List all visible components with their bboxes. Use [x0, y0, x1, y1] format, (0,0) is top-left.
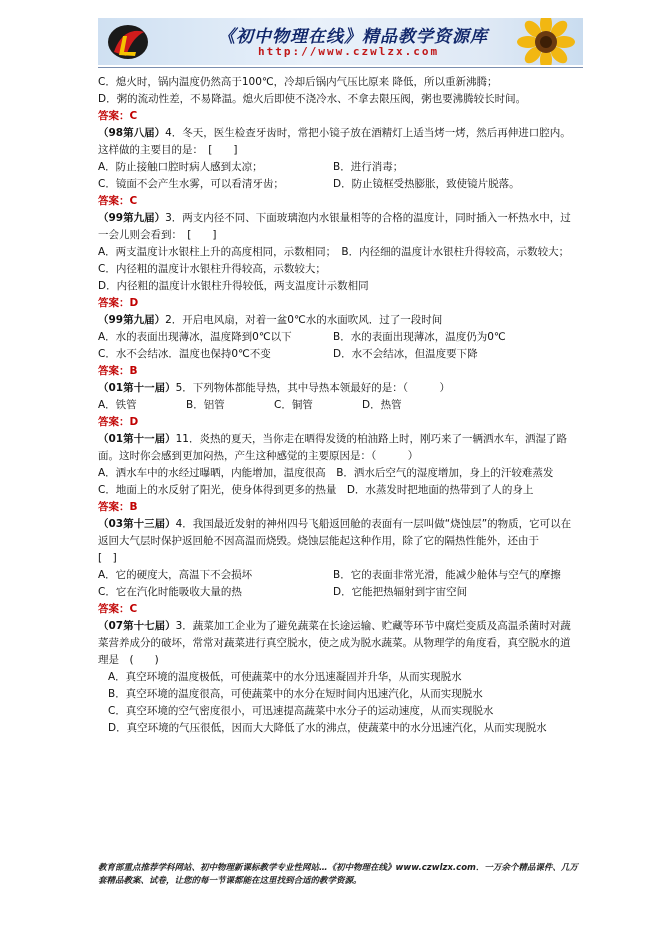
option-c: C．地面上的水反射了阳光，使身体得到更多的热量 [98, 484, 337, 496]
options-row [98, 584, 578, 601]
option-b: B．洒水后空气的湿度增加，身上的汗较难蒸发 [336, 467, 554, 479]
question-text: 4．我国最近发射的神州四号飞船返回舱的表面有一层叫做“烧蚀层”的物质，它可以在返回大气层时保护返回舱不因高温而烧毁。烧蚀层能起这种作用，除了它的隔热性能外，还由于 [ ] [98, 518, 572, 564]
question-source: （01第十一届） [98, 433, 176, 445]
option-b: B．它的表面非常光滑，能减少舱体与空气的摩擦 [333, 569, 561, 581]
question-source: （03第十三届） [98, 518, 176, 530]
question-text: 3．蔬菜加工企业为了避免蔬菜在长途运输、贮藏等环节中腐烂变质及高温杀菌时对蔬菜营养成分的破坏，常常对蔬菜进行真空脱水，使之成为脱水蔬菜。从物理学的角度看，真空脱水的道理是 ( ) [98, 620, 571, 666]
options-row [98, 567, 578, 584]
option-b: B．铝管 [186, 399, 225, 411]
question-source: （99第九届） [98, 212, 166, 224]
option-a: A．防止接触口腔时病人感到太凉； [98, 161, 263, 173]
answer-line: 答案：C [98, 603, 138, 615]
options-row [98, 397, 578, 414]
exam-content [98, 74, 578, 737]
option-c: C．真空环境的空气密度很小，可迅速提高蔬菜中水分子的运动速度，从而实现脱水 [108, 705, 494, 717]
option-a: A．它的硬度大，高温下不会损坏 [98, 569, 253, 581]
option-c: C．内径粗的温度计水银柱升得较高，示数较大； [98, 263, 326, 275]
question-text: 5．下列物体都能导热，其中导热本领最好的是：（ ） [175, 382, 451, 394]
question-text: 11．炎热的夏天，当你走在晒得发烫的柏油路上时，刚巧来了一辆洒水车，洒湿了路面。这时你会感到更加闷热，产生这种感觉的主要原因是：（ ） [98, 433, 567, 462]
option-d: D．热管 [362, 399, 402, 411]
answer-line: 答案：D [98, 416, 139, 428]
answer-line: 答案：C [98, 110, 138, 122]
option-b: B．真空环境的温度很高，可使蔬菜中的水分在短时间内迅速汽化，从而实现脱水 [108, 688, 483, 700]
option-d: D．它能把热辐射到宇宙空间 [333, 586, 468, 598]
option-a: A．水的表面出现薄冰，温度降到0℃以下 [98, 331, 292, 343]
options-row [98, 329, 578, 346]
option-ab [98, 465, 578, 482]
answer-line: 答案：B [98, 501, 138, 513]
options-row [98, 176, 578, 193]
sunflower-icon [511, 18, 581, 65]
option-ab: A．两支温度计水银柱上升的高度相同，示数相同； B．内径细的温度计水银柱升得较高，示数较大； [98, 246, 570, 258]
option-d: D．真空环境的气压很低，因而大大降低了水的沸点，使蔬菜中的水分迅速汽化，从而实现脱水 [108, 722, 547, 734]
option-d: D．防止镜框受热膨胀，致使镜片脱落。 [333, 178, 520, 190]
option-a: A．洒水车中的水经过曝晒，内能增加，温度很高 [98, 467, 326, 479]
question-source: （01第十一届） [98, 382, 176, 394]
question-source: （07第十七届） [98, 620, 176, 632]
question-4 [98, 312, 578, 329]
option-d: D．水不会结冰，但温度要下降 [333, 348, 478, 360]
answer-line: 答案：C [98, 195, 138, 207]
option-line: D．粥的流动性差，不易降温。熄火后即使不浇冷水、不拿去限压阀，粥也要沸腾较长时间。 [98, 93, 527, 105]
question-7 [98, 516, 578, 567]
answer-line: 答案：D [98, 297, 139, 309]
option-line: C．熄火时，锅内温度仍然高于100℃，冷却后锅内气压比原来 降低，所以重新沸腾； [98, 76, 498, 88]
option-d: D．水蒸发时把地面的热带到了人的身上 [346, 484, 534, 496]
page-footer: 教育部重点推荐学科网站、初中物理新课标教学专业性网站…《初中物理在线》www.czwlzx.com．一万余个精品课件、几万套精品教案、试卷，让您的每一节课都能在这里找到合适的教学资源。 [98, 863, 578, 886]
question-text: 3．两支内径不同、下面玻璃泡内水银量相等的合格的温度计，同时插入一杯热水中，过一会儿则会看到： [ ] [98, 212, 571, 241]
option-b: B．水的表面出现薄冰，温度仍为0℃ [333, 331, 506, 343]
question-5 [98, 380, 578, 397]
question-6 [98, 431, 578, 465]
options-row [98, 346, 578, 363]
site-logo-icon [106, 22, 150, 62]
question-text: 4．冬天，医生检查牙齿时，常把小镜子放在酒精灯上适当烤一烤，然后再伸进口腔内。这样做的主要目的是： [ ] [98, 127, 571, 156]
option-c: C．镜面不会产生水雾，可以看清牙齿； [98, 178, 284, 190]
question-8 [98, 618, 578, 669]
site-url[interactable]: http://www.czwlzx.com [258, 45, 440, 58]
answer-line: 答案：B [98, 365, 138, 377]
option-c: C．水不会结冰．温度也保持0℃不变 [98, 348, 271, 360]
options-row [98, 159, 578, 176]
option-c: C．它在汽化时能吸收大量的热 [98, 586, 242, 598]
site-banner [98, 18, 583, 65]
question-source: （99第九届） [98, 314, 166, 326]
option-a: A．真空环境的温度极低，可使蔬菜中的水分迅速凝固并升华，从而实现脱水 [108, 671, 462, 683]
site-title: 《初中物理在线》精品教学资源库 [218, 27, 488, 47]
option-c: C．铜管 [274, 399, 313, 411]
question-source: （98第八届） [98, 127, 166, 139]
option-a: A．铁管 [98, 399, 137, 411]
question-text: 2．开启电风扇，对着一盆0℃水的水面吹风．过了一段时间 [165, 314, 443, 326]
option-d: D．内径粗的温度计水银柱升得较低，两支温度计示数相同 [98, 280, 369, 292]
header-divider [98, 67, 583, 68]
question-2 [98, 125, 578, 159]
question-3 [98, 210, 578, 244]
option-b: B．进行消毒； [333, 161, 404, 173]
option-cd [98, 482, 578, 499]
